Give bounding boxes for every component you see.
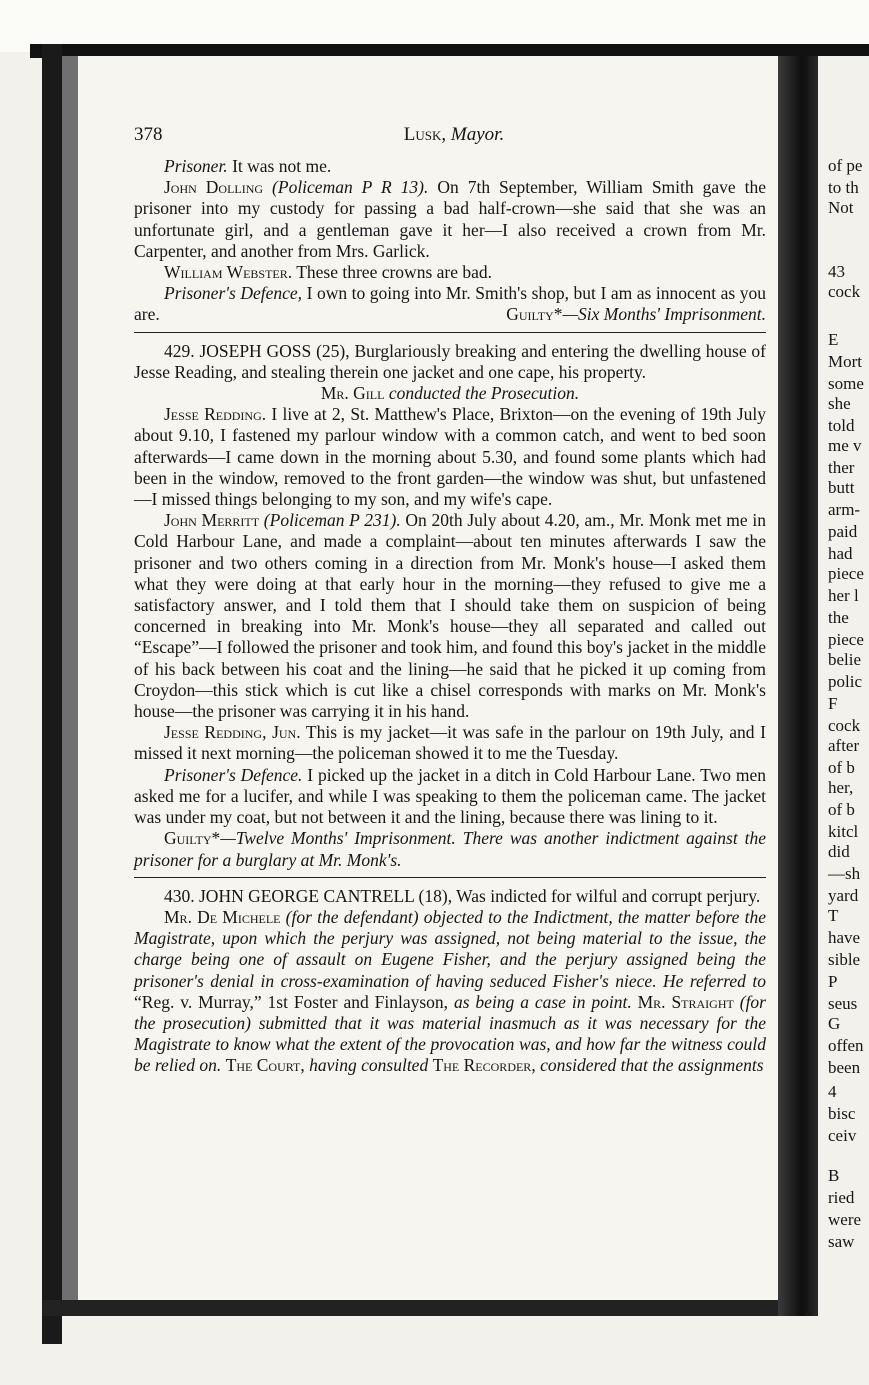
right-page-text-fragment: Not	[828, 198, 854, 217]
book-page-stack	[62, 56, 78, 1316]
right-page-text-fragment: polic	[828, 672, 862, 691]
right-page-text-fragment: kitcl	[828, 822, 859, 841]
right-page-text-fragment: of b	[828, 758, 855, 777]
page-body	[134, 156, 766, 1077]
right-page-text-fragment: offen	[828, 1036, 864, 1055]
book-gutter	[778, 56, 818, 1316]
verdict: Guilty*—Six Months' Imprisonment.	[506, 304, 766, 325]
right-page-text-fragment: ceiv	[828, 1126, 857, 1145]
section-rule	[134, 332, 766, 333]
right-page-text-fragment: arm-	[828, 500, 861, 519]
right-page-text-fragment: cock	[828, 716, 861, 735]
right-page-text-fragment: have	[828, 928, 861, 947]
case-heading: 430. JOHN GEORGE CANTRELL (18), Was indicted for wilful and corrupt perjury.	[164, 885, 761, 906]
paragraph: Jesse Redding. I live at 2, St. Matthew's Place, Brixton—on the evening of 19th July about 9.10, I fastened my parlour window with a common catch, and went to bed soon afterwards—I came down in the morning about 5.30, and found some plants which had been in the window, removed to the front garden—the window was shut, but unfastened—I missed things belonging to my son, and my wife's cape.	[134, 404, 766, 510]
left-page	[78, 56, 778, 1300]
right-page-text-fragment: the	[828, 608, 849, 627]
right-page-text-fragment: ried	[828, 1188, 855, 1207]
right-page-text-fragment: some	[828, 374, 864, 393]
right-page-text-fragment: —sh	[828, 864, 861, 883]
right-page-text-fragment: piece	[828, 630, 864, 649]
right-page-text-fragment: sible	[828, 950, 861, 969]
right-page-text-fragment: belie	[828, 650, 862, 669]
paragraph: William Webster. These three crowns are bad.	[164, 262, 493, 283]
right-page-text-fragment: her l	[828, 586, 859, 605]
right-page-text-fragment: of pe	[828, 156, 863, 175]
book-bottom-edge	[42, 1300, 802, 1316]
right-page-text-fragment: F	[828, 694, 838, 713]
right-page-text-fragment: told	[828, 416, 855, 435]
right-page-text-fragment: yard	[828, 886, 859, 905]
right-page-text-fragment: butt	[828, 478, 855, 497]
right-page-text-fragment: her,	[828, 778, 854, 797]
paragraph: Prisoner. It was not me.	[164, 156, 332, 176]
right-page-text-fragment: cock	[828, 282, 861, 301]
verdict: Guilty*—Twelve Months' Imprisonment. There was another indictment against the prisoner for a burglary at Mr. Monk's.	[134, 828, 766, 870]
right-page-text-fragment: paid	[828, 522, 858, 541]
page-header	[134, 124, 774, 150]
section-rule	[134, 877, 766, 878]
right-page-text-fragment: piece	[828, 564, 864, 583]
right-page-text-fragment: of b	[828, 800, 855, 819]
right-page-text-fragment: seus	[828, 994, 858, 1013]
right-page-text-fragment: 4	[828, 1082, 837, 1101]
paragraph: Prisoner's Defence. I picked up the jacket in a ditch in Cold Harbour Lane. Two men asked me for a lucifer, and while I was speaking to them the policeman came. The jacket was under my coat, but not between it and the lining, because there was lining to it.	[134, 764, 766, 828]
right-page-text-fragment: she	[828, 394, 851, 413]
right-page-text-fragment: P	[828, 972, 838, 991]
book-spine-edge	[42, 44, 62, 1344]
right-page-text-fragment: 43	[828, 262, 845, 281]
paragraph: Mr. De Michele (for the defendant) objected to the Indictment, the matter before the Magistrate, upon which the perjury was assigned, not being material to the issue, the charge being one of assault on Eugene Fisher, and the perjury assigned being the prisoner's denial in cross-examination of having seduced Fisher's niece. He referred to “Reg. v. Murray,” 1st Foster and Finlayson, as being a case in point. Mr. Straight (for the prosecution) submitted that it was material inasmuch as it was necessary for the Magistrate to know what the extent of the provocation was, and how far the witness could be relied on. The Court, having consulted The Recorder, considered that the assignments	[134, 906, 767, 1076]
right-page-text-fragment: me v	[828, 436, 862, 455]
page-number: 378	[134, 124, 163, 145]
paragraph: Jesse Redding, Jun. This is my jacket—it was safe in the parlour on 19th July, and I missed it next morning—the policeman showed it to me the Tuesday.	[134, 722, 766, 764]
right-page-text-fragment: had	[828, 544, 853, 563]
right-page-text-fragment: E	[828, 330, 839, 349]
right-page-text-fragment: B	[828, 1166, 840, 1185]
right-page-text-fragment: after	[828, 736, 860, 755]
paragraph: John Merritt (Policeman P 231). On 20th July about 4.20, am., Mr. Monk met me in Cold Harbour Lane, and made a complaint—about ten minutes afterwards I saw the prisoner and two others coming in a direction from Mr. Monk's house—I asked them what they were doing at that early hour in the morning—they refused to give me a satisfactory answer, and I told them that I should take them on suspicion of being concerned in breaking into Mr. Monk's house—they all separated and called out “Escape”—I followed the prisoner and took him, and found this boy's jacket in the middle of his back between his coat and the lining—he said that he picked it up coming from Croydon—this stick which is cut like a chisel corresponds with marks on Mr. Monk's house—the prisoner was carrying it in his hand.	[134, 510, 766, 722]
counsel-line: Mr. Gill conducted the Prosecution.	[320, 383, 580, 404]
case-heading: 429. JOSEPH GOSS (25), Burglariously breaking and entering the dwelling house of Jesse Reading, and stealing therein one jacket and one cape, his property.	[134, 340, 767, 382]
paragraph: John Dolling (Policeman P R 13). On 7th September, William Smith gave the prisoner into my custody for passing a bad half-crown—she said that she was an unfortunate girl, and a gentleman gave it her—I also received a crown from Mr. Carpenter, and another from Mrs. Garlick.	[134, 177, 766, 261]
right-page-text-fragment: did	[828, 842, 850, 861]
running-title: Lusk, Mayor.	[403, 124, 505, 145]
paragraph: Prisoner's Defence, I own to going into Mr. Smith's shop, but I am as innocent as you are. Guilty*—Six Months' Imprisonment.	[134, 283, 767, 325]
right-page-text-fragment: G	[828, 1014, 841, 1033]
right-page-text-fragment: to th	[828, 178, 859, 197]
right-page-text-fragment: were	[828, 1210, 862, 1229]
right-page-text-fragment: ther	[828, 458, 855, 477]
right-page-text-fragment: bisc	[828, 1104, 856, 1123]
right-page-text-fragment: Mort	[828, 352, 862, 371]
right-page-text-fragment: T	[828, 906, 839, 925]
right-page-fragment	[818, 56, 869, 1316]
right-page-text-fragment: been	[828, 1058, 861, 1077]
right-page-text-fragment: saw	[828, 1232, 855, 1251]
